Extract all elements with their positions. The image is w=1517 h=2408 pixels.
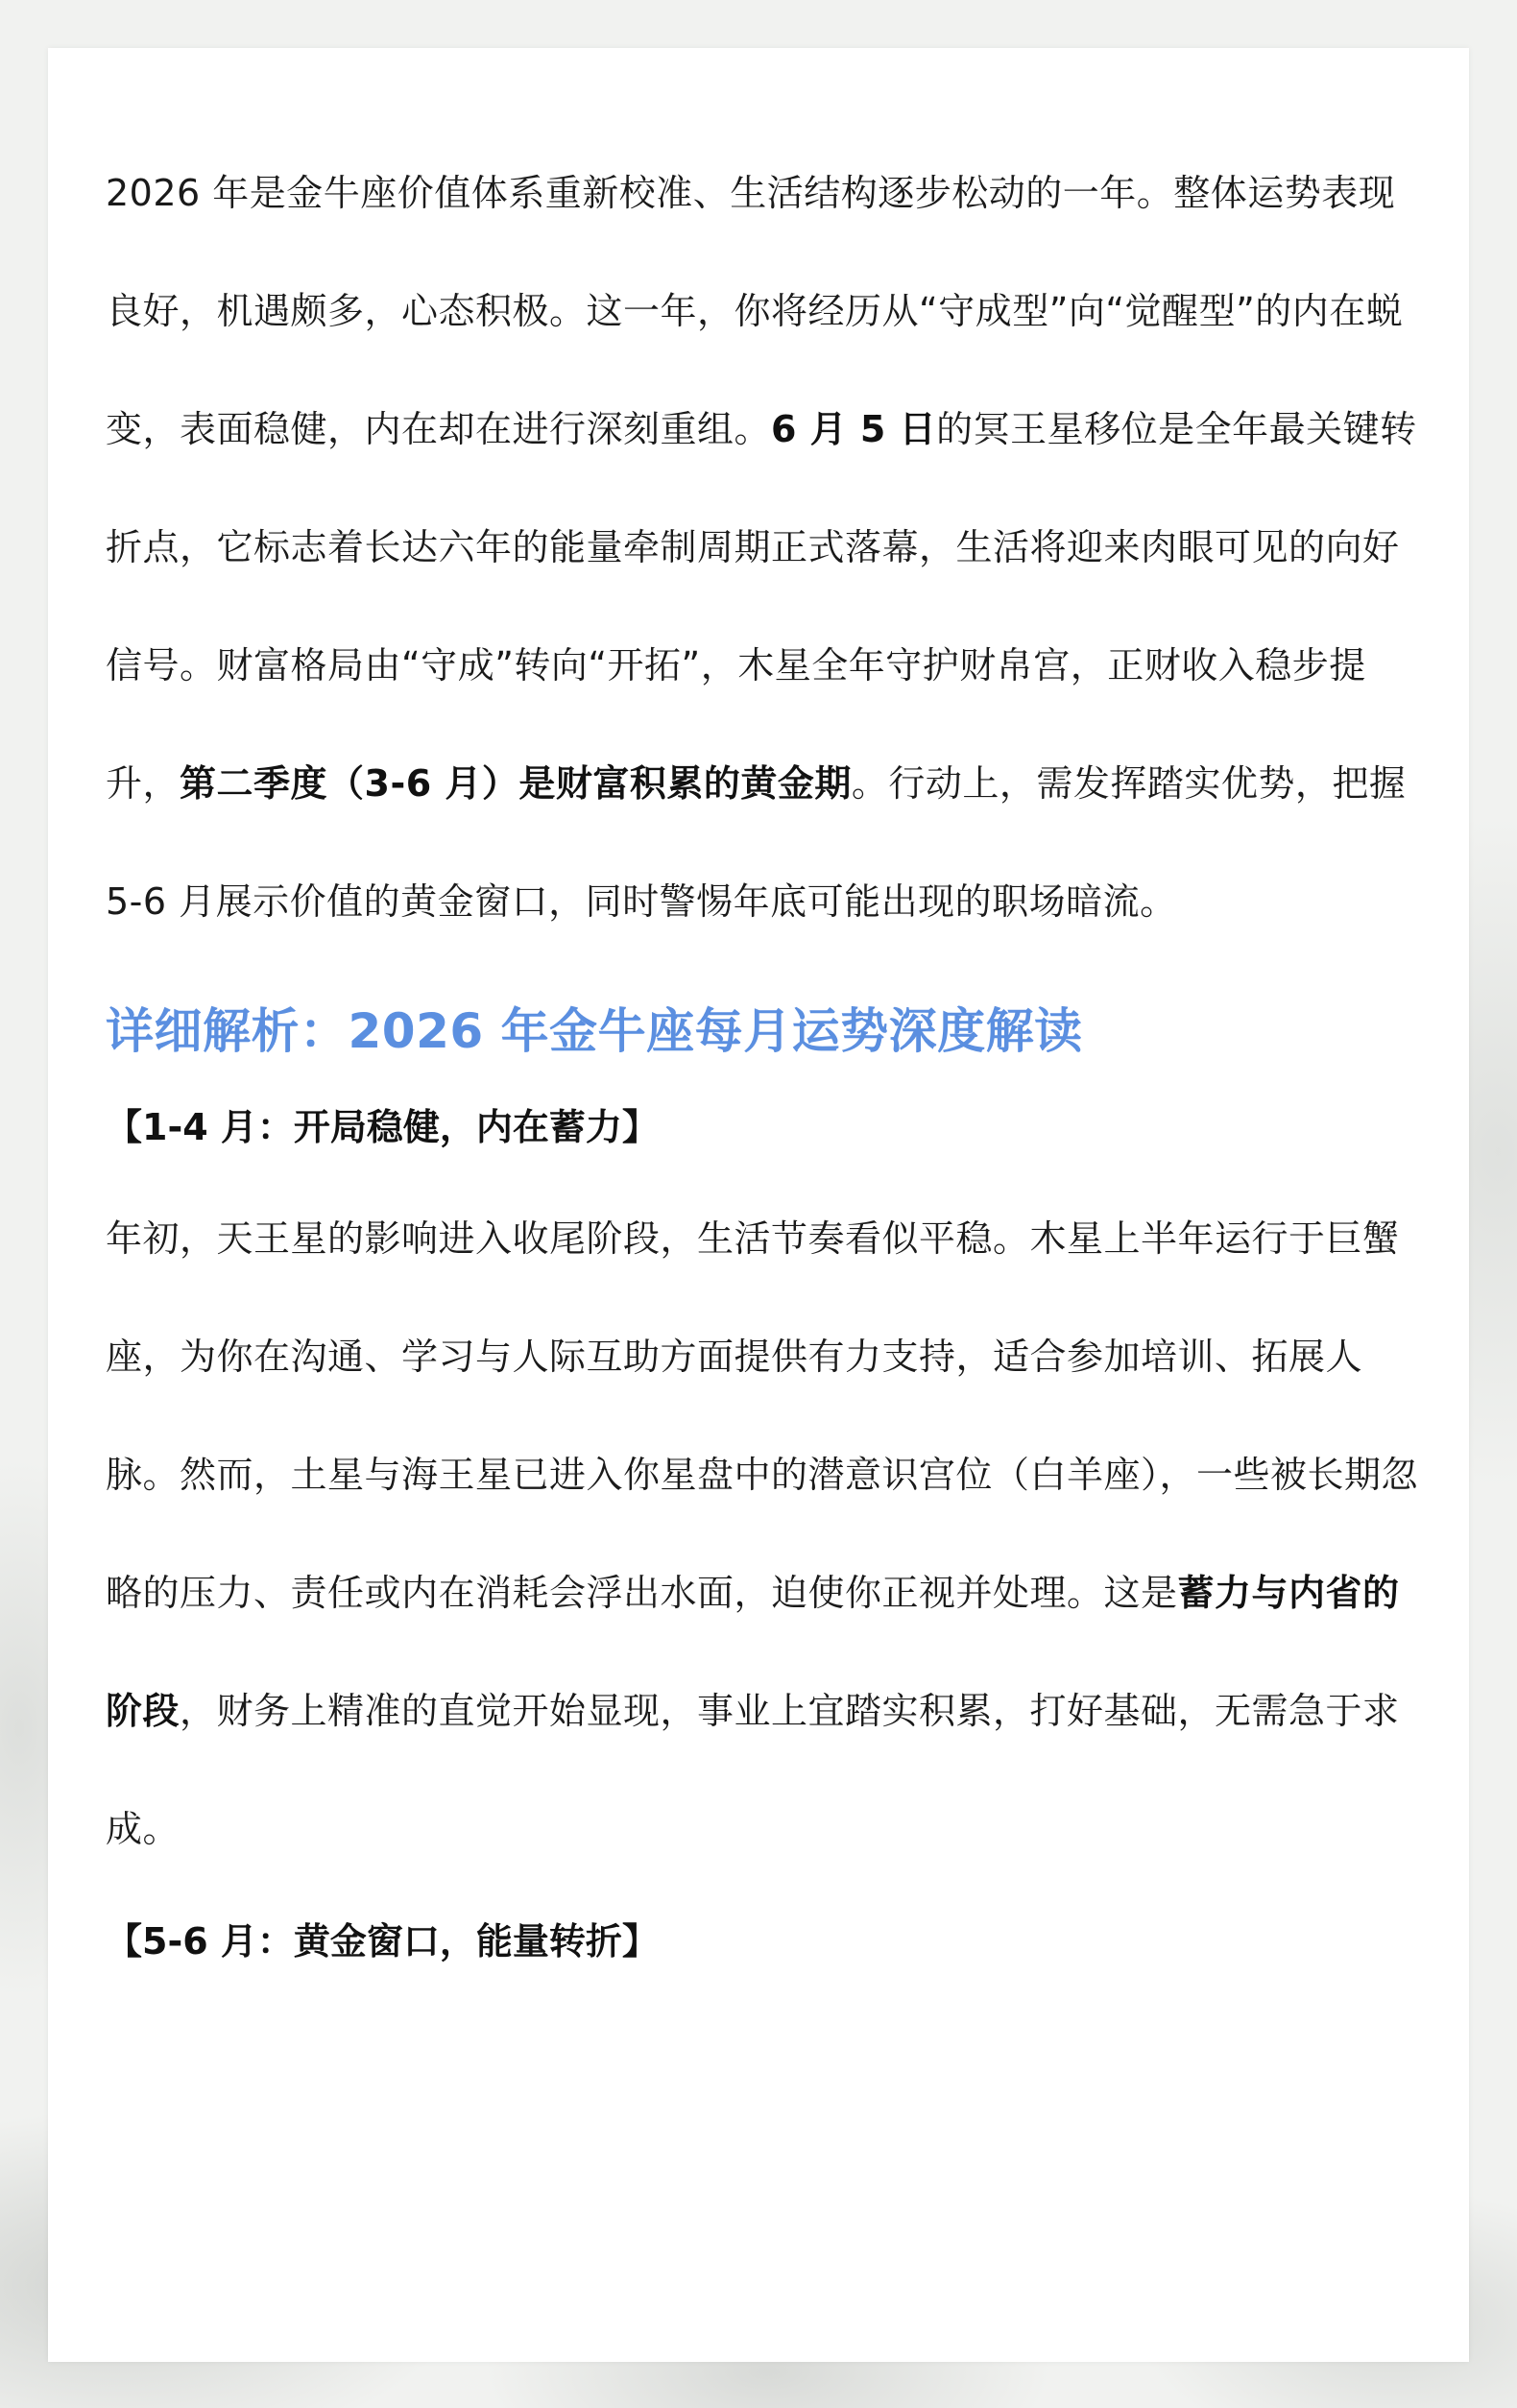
period-2-heading: 【5-6 月：黄金窗口，能量转折】 (106, 1920, 659, 1963)
intro-bold-date: 6 月 5 日 (771, 408, 937, 450)
intro-paragraph (106, 134, 1421, 961)
period-1-text-1: 年初，天王星的影响进入收尾阶段，生活节奏看似平稳。木星上半年运行于巨蟹座，为你在沟通、学习与人际互助方面提供有力支持，适合参加培训、拓展人脉。然而，土星与海王星已进入你星盘中的潜意识宫位（白羊座），一些被长期忽略的压力、责任或内在消耗会浮出水面，迫使你正视并处理。这是 (106, 1217, 1419, 1614)
intro-text-2: 的冥王星移位是全年最关键转折点，它标志着长达六年的能量牵制周期正式落幕，生活将迎来肉眼可见的向好信号。财富格局由“守成”转向“开拓”，木星全年守护财帛宫，正财收入稳步提升， (106, 408, 1417, 805)
intro-text-1: 2026 年是金牛座价值体系重新校准、生活结构逐步松动的一年。整体运势表现良好，机遇颇多，心态积极。这一年，你将经历从“守成型”向“觉醒型”的内在蜕变，表面稳健，内在却在进行深刻重组。 (106, 172, 1404, 450)
intro-bold-q2: 第二季度（3-6 月）是财富积累的黄金期 (180, 762, 852, 805)
period-1-paragraph (106, 1180, 1421, 1889)
section-title: 详细解析：2026 年金牛座每月运势深度解读 (106, 1003, 1083, 1059)
period-1-text-2: ，财务上精准的直觉开始显现，事业上宜踏实积累，打好基础，无需急于求成。 (106, 1690, 1400, 1850)
intro-text-3: 。行动上，需发挥踏实优势，把握 5-6 月展示价值的黄金窗口，同时警惕年底可能出现的职场暗流。 (106, 762, 1407, 923)
period-1-bold: 蓄力与内省的阶段 (106, 1572, 1400, 1732)
article-content (106, 134, 1421, 1994)
period-1-heading: 【1-4 月：开局稳健，内在蓄力】 (106, 1106, 659, 1148)
